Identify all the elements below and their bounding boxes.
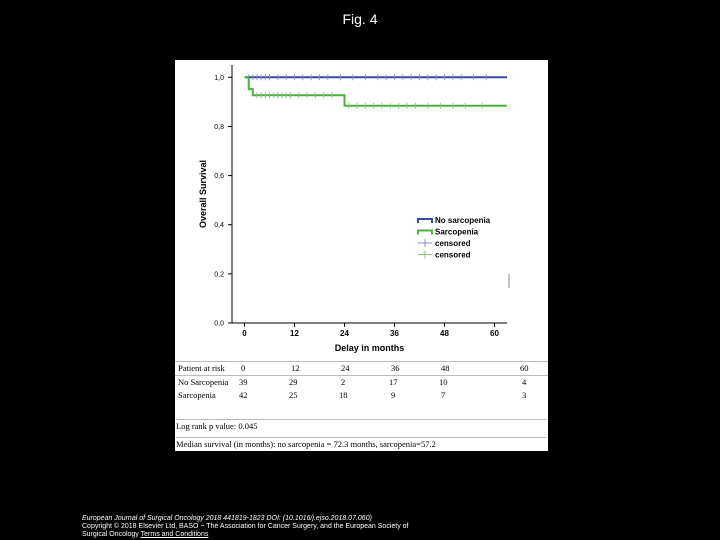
x-tick-label: 60 bbox=[490, 329, 499, 338]
risk-cell: 9 bbox=[391, 390, 396, 400]
x-tick-label: 36 bbox=[390, 329, 399, 338]
risk-cell: 25 bbox=[289, 390, 298, 400]
legend-label: censored bbox=[435, 239, 471, 248]
risk-row-label: No Sarcopenia bbox=[178, 377, 229, 387]
y-tick-label: 0,8 bbox=[214, 123, 224, 131]
risk-header-row bbox=[175, 361, 548, 376]
figure-panel bbox=[175, 60, 548, 451]
citation-journal-text: European Journal of Surgical Oncology 2018 441819-1823 DOI: (10.1016/j.ejso.2018.07.060) bbox=[82, 515, 372, 522]
median-survival-text: Median survival (in months): no sarcopenia = 72.3 months, sarcopenia=57.2 bbox=[176, 437, 547, 449]
legend-swatch bbox=[418, 231, 432, 235]
citation bbox=[82, 515, 542, 539]
risk-row-no-sarcopenia bbox=[175, 376, 548, 389]
risk-cell: 17 bbox=[389, 377, 398, 387]
risk-cell: 18 bbox=[339, 390, 348, 400]
risk-header-label: Patient at risk bbox=[178, 363, 225, 373]
risk-cell: 39 bbox=[239, 377, 248, 387]
x-tick-label: 0 bbox=[242, 329, 247, 338]
risk-cell: 3 bbox=[522, 390, 527, 400]
risk-row-sarcopenia bbox=[175, 389, 548, 402]
risk-table bbox=[175, 361, 548, 402]
y-tick-label: 0,4 bbox=[214, 222, 224, 230]
x-axis-label: Delay in months bbox=[334, 343, 405, 353]
risk-cell: 29 bbox=[289, 377, 298, 387]
x-tick-label: 48 bbox=[440, 329, 449, 338]
risk-cell: 42 bbox=[239, 390, 248, 400]
risk-header-col: 12 bbox=[291, 363, 300, 373]
x-tick-label: 12 bbox=[290, 329, 299, 338]
y-tick-label: 0,2 bbox=[214, 271, 224, 279]
y-tick-label: 1,0 bbox=[214, 74, 224, 82]
citation-copyright: Copyright © 2018 Elsevier Ltd, BASO ~ The Association for Cancer Surgery, and the European Society of bbox=[82, 523, 409, 530]
y-tick-label: 0,6 bbox=[214, 173, 224, 181]
series-line-sarcopenia bbox=[245, 77, 508, 106]
risk-row-label: Sarcopenia bbox=[178, 390, 216, 400]
risk-cell: 4 bbox=[522, 377, 527, 387]
risk-header-col: 60 bbox=[520, 363, 529, 373]
legend-label: censored bbox=[435, 250, 471, 260]
citation-tail: Surgical Oncology bbox=[82, 531, 139, 538]
risk-header-col: 24 bbox=[341, 363, 350, 373]
citation-tail-line bbox=[82, 531, 542, 539]
risk-cell: 10 bbox=[439, 377, 448, 387]
legend-swatch bbox=[418, 219, 432, 223]
risk-cell: 7 bbox=[441, 390, 446, 400]
legend-label: No sarcopenia bbox=[435, 216, 491, 225]
risk-cell: 2 bbox=[341, 377, 346, 387]
legend-label: Sarcopenia bbox=[435, 227, 479, 237]
citation-journal bbox=[82, 515, 542, 523]
km-chart bbox=[175, 60, 548, 360]
risk-header-col: 48 bbox=[441, 363, 450, 373]
terms-link[interactable]: Terms and Conditions bbox=[140, 531, 209, 538]
y-axis-label: Overall Survival bbox=[198, 159, 208, 229]
risk-header-col: 0 bbox=[241, 363, 246, 373]
risk-header-col: 36 bbox=[391, 363, 400, 373]
figure-title: Fig. 4 bbox=[342, 11, 378, 27]
logrank-text: Log rank p value: 0.045 bbox=[176, 419, 547, 431]
y-tick-label: 0,0 bbox=[214, 320, 224, 328]
x-tick-label: 24 bbox=[340, 329, 349, 338]
